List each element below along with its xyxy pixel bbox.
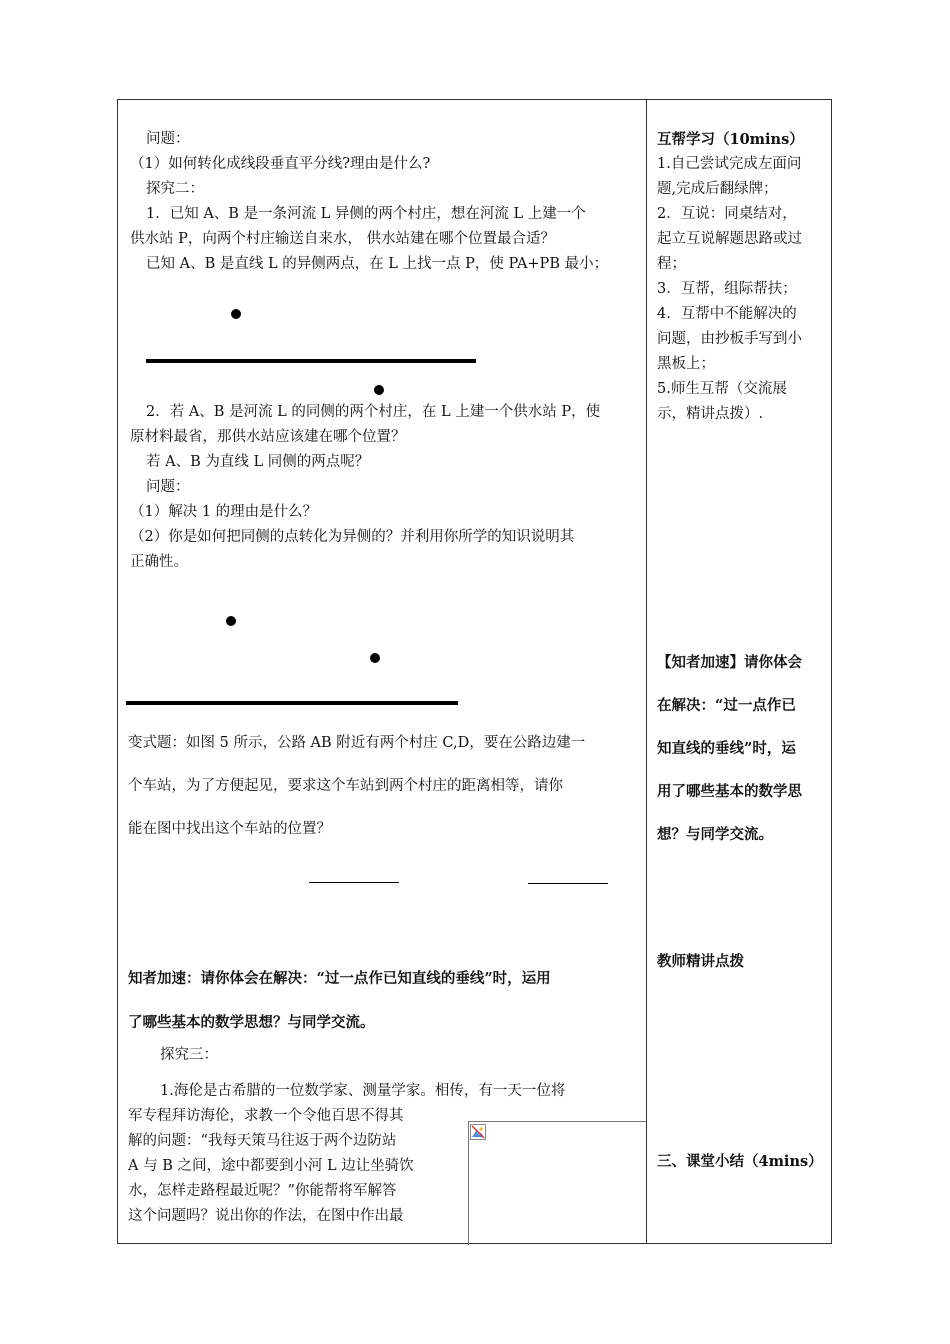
fast-track-right-line4: 用了哪些基本的数学思: [657, 783, 802, 800]
point-b-figure2: [370, 653, 380, 663]
fast-track-right-line3: 知直线的垂线”时，运: [657, 740, 796, 757]
heron-line5: 水，怎样走路程最近呢？”你能帮将军解答: [128, 1183, 397, 1199]
item1-line3: 已知 A、B 是直线 L 的异侧两点，在 L 上找一点 P，使 PA+PB 最小；: [146, 256, 609, 272]
item1-line1: 1．已知 A、B 是一条河流 L 异侧的两个村庄，想在河流 L 上建一个: [146, 206, 586, 222]
fast-track-right-line1: 【知者加速】请你体会: [657, 654, 802, 671]
fast-track-line2: 了哪些基本的数学思想？与同学交流。: [128, 1014, 375, 1031]
item1-line2: 供水站 P，向两个村庄输送自来水， 供水站建在哪个位置最合适？: [130, 231, 555, 247]
mutual-step5-line1: 5.师生互帮（交流展: [657, 381, 787, 397]
fast-track-line1: 知者加速：请你体会在解决：“过一点作已知直线的垂线”时，运用: [128, 970, 551, 987]
image-frame: [468, 1121, 646, 1245]
mutual-step2-line2: 起立互说解题思路或过: [657, 231, 802, 247]
mutual-step5-line2: 示，精讲点拨）.: [657, 406, 764, 422]
line-l-figure2: [126, 701, 458, 705]
road-segment-left: [309, 882, 399, 883]
variant-line3: 能在图中找出这个车站的位置？: [128, 821, 331, 837]
fast-track-right-line2: 在解决：“过一点作已: [657, 697, 796, 714]
fast-track-right-line5: 想？与同学交流。: [657, 826, 773, 843]
mutual-step1-line1: 1.自己尝试完成左面问: [657, 156, 802, 172]
explore-3-heading: 探究三：: [160, 1047, 218, 1063]
point-a-figure2: [226, 616, 236, 626]
road-segment-right: [528, 883, 608, 884]
mutual-step4-line2: 问题，由抄板手写到小: [657, 331, 802, 347]
question-1: （1）如何转化成线段垂直平分线?理由是什么?: [130, 156, 431, 172]
mutual-step4-line3: 黑板上；: [657, 356, 715, 372]
variant-line1: 变式题：如图 5 所示，公路 AB 附近有两个村庄 C,D，要在公路边建一: [128, 735, 586, 751]
question-2-2-line2: 正确性。: [130, 554, 188, 570]
item2-line1: 2．若 A、B 是河流 L 的同侧的两个村庄，在 L 上建一个供水站 P，使: [146, 404, 601, 420]
line-l-figure1: [146, 359, 476, 363]
point-b-figure1: [374, 385, 384, 395]
explore-2-heading: 探究二：: [146, 181, 204, 197]
mutual-step3: 3．互帮，组际帮扶；: [657, 281, 797, 297]
mutual-step2-line3: 程；: [657, 256, 686, 272]
question-2-2-line1: （2）你是如何把同侧的点转化为异侧的？并利用你所学的知识说明其: [130, 529, 575, 545]
teacher-guidance-heading: 教师精讲点拨: [657, 953, 744, 970]
item2-line3: 若 A、B 为直线 L 同侧的两点呢？: [146, 454, 370, 470]
question-2-1: （1）解决 1 的理由是什么？: [130, 504, 318, 520]
left-column: [118, 100, 646, 1243]
heron-line2: 军专程拜访海伦，求教一个令他百思不得其: [128, 1108, 404, 1124]
mutual-step4-line1: 4．互帮中不能解决的: [657, 306, 797, 322]
item2-line2: 原材料最省，那供水站应该建在哪个位置？: [130, 429, 406, 445]
heron-line4: A 与 B 之间，途中都要到小河 L 边让坐骑饮: [128, 1158, 414, 1174]
broken-image-icon: [470, 1124, 486, 1140]
variant-line2: 个车站，为了方便起见，要求这个车站到两个村庄的距离相等，请你: [128, 778, 563, 794]
mutual-help-title: 互帮学习（10mins）: [657, 131, 804, 148]
class-summary-heading: 三、课堂小结（4mins）: [657, 1153, 823, 1170]
question-label: 问题：: [146, 131, 190, 147]
heron-line3: 解的问题：“我每天策马往返于两个边防站: [128, 1133, 397, 1149]
lesson-table: [117, 99, 832, 1244]
right-column: [647, 100, 833, 1243]
mutual-step1-line2: 题,完成后翻绿牌；: [657, 181, 778, 197]
mutual-step2-line1: 2．互说：同桌结对，: [657, 206, 797, 222]
question-label-2: 问题：: [146, 479, 190, 495]
heron-line6: 这个问题吗？说出你的作法，在图中作出最: [128, 1208, 404, 1224]
point-a-figure1: [231, 309, 241, 319]
heron-line1: 1.海伦是古希腊的一位数学家、测量学家。相传，有一天一位将: [160, 1083, 566, 1099]
